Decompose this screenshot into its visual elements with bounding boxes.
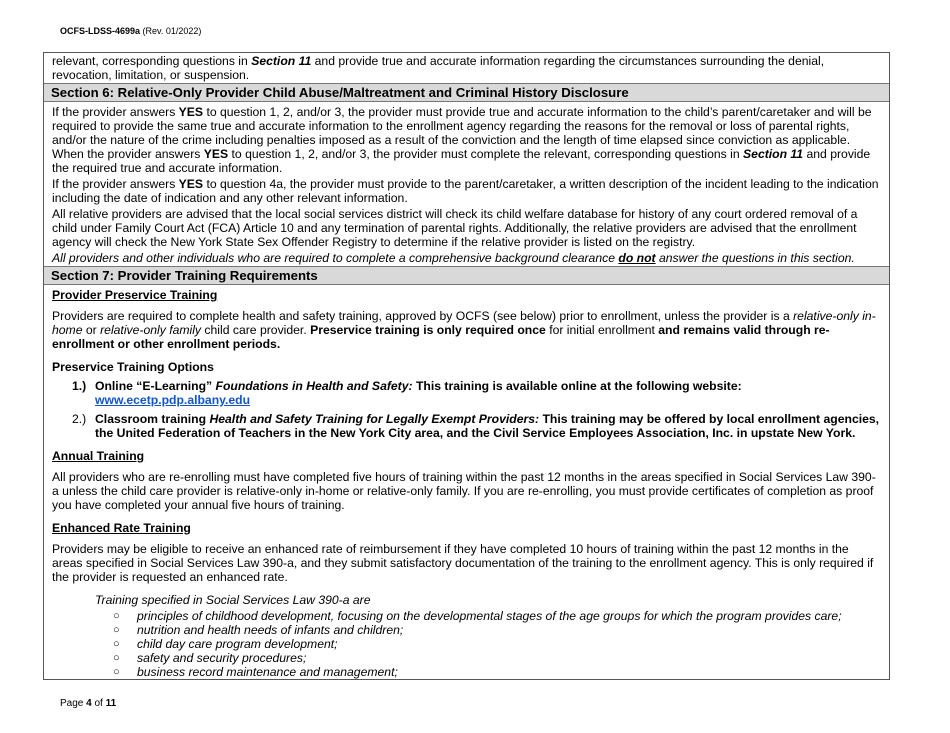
pre-bold2: and remains valid through re-enrollment or other enrollment periods. (52, 323, 830, 351)
page-total: 11 (105, 698, 117, 709)
preservice-options-list (44, 379, 889, 440)
s6p1-yes-2: YES (203, 147, 229, 161)
enhanced-rate-training-title: Enhanced Rate Training (52, 521, 191, 535)
pre-bold1: Preservice training is only required once (310, 323, 546, 337)
option-1-course: Foundations in Health and Safety: (215, 379, 413, 393)
s6p2-a: If the provider answers (52, 177, 179, 191)
list-item (44, 609, 889, 623)
list-item-text: child day care program development; (137, 637, 338, 651)
section-6-paragraph-3: All relative providers are advised that the local social services district will check its child welfare database for history of any court ordered removal of a child under Family Court Act (FCA) Article 10 and any termination of parental rights. Additionally, the relative providers are advised that the enrollment agency will check the New York State Sex Offender Registry to determine if the relative provider is listed on the registry. (52, 207, 858, 249)
preservice-options-title: Preservice Training Options (52, 360, 214, 374)
section-6-heading: Section 6: Relative-Only Provider Child Abuse/Maltreatment and Criminal History Disclosure (44, 83, 889, 102)
preservice-training-title: Provider Preservice Training (52, 288, 218, 302)
option-classroom (44, 412, 889, 440)
training-areas-intro: Training specified in Social Services Law 390-a are (95, 593, 371, 607)
bullet-icon: ○ (113, 624, 120, 636)
option-1-a: Online “E-Learning” (95, 379, 216, 393)
s6p1-a: If the provider answers (52, 105, 179, 119)
continued-text-a: relevant, corresponding questions in (52, 54, 252, 68)
list-item (44, 665, 889, 679)
list-item-text: safety and security procedures; (137, 651, 307, 665)
option-1-b: This training is available online at the following website: (412, 379, 742, 393)
s6p4-c: answer the questions in this section. (655, 251, 855, 265)
form-code: OCFS-LDSS-4699a (60, 26, 141, 36)
option-2-a: Classroom training (95, 412, 210, 426)
annual-training-title: Annual Training (52, 449, 145, 463)
continued-text (44, 53, 889, 82)
bullet-icon: ○ (113, 610, 120, 622)
s6p2-yes: YES (178, 177, 204, 191)
option-2-course: Health and Safety Training for Legally Exempt Providers: (209, 412, 540, 426)
s6p1-d: and provide the required true and accurate information. (52, 147, 871, 175)
pre-b: or (82, 323, 101, 337)
list-item (44, 651, 889, 665)
option-online (44, 379, 889, 407)
s6p4-a: All providers and other individuals who are required to complete a comprehensive background clearance (52, 251, 619, 265)
annual-training-paragraph: All providers who are re-enrolling must have completed five hours of training within the past 12 months in the areas specified in Social Services Law 390-a unless the child care provider is relative-only in-home or relative-only family. If you are re-enrolling, you must provide certificates of completion as proof you have completed your annual five hours of training. (52, 470, 876, 512)
list-item-text: business record maintenance and management; (137, 665, 398, 679)
section-6-paragraph-2 (44, 177, 889, 205)
page-of: of (91, 698, 106, 709)
continued-text-b: and provide true and accurate information regarding the circumstances surrounding the denial, revocation, limitation, or suspension. (52, 54, 825, 82)
ecetp-link[interactable]: www.ecetp.pdp.albany.edu (95, 393, 251, 407)
option-1-num: 1.) (72, 379, 87, 393)
pre-a: Providers are required to complete health and safety training, approved by OCFS (see below) prior to enrollment, unless the provider is a (52, 309, 794, 323)
bullet-icon: ○ (113, 652, 120, 664)
list-item-text: principles of childhood development, focusing on the developmental stages of the age groups for which the program provides care; (137, 609, 842, 623)
section-6-paragraph-1 (44, 105, 889, 175)
pre-d: for initial enrollment (545, 323, 659, 337)
document-frame (43, 52, 890, 680)
option-2-b: This training may be offered by local enrollment agencies, the United Federation of Teachers in the New York City area, and the Civil Service Employees Association, Inc. in upstate New York. (95, 412, 880, 440)
s6p4-do-not: do not (618, 251, 656, 265)
s6p1-b: to question 1, 2, and/or 3, the provider must provide true and accurate information to the child’s parent/caretaker and will be required to provide the same true and accurate information to the enrollment agency regarding the reasons for the removal or loss of parental rights, and/or the nature of the crime including penalties imposed as a result of the conviction and the length of time elapsed since conviction as applicable. When the provider answers (52, 105, 872, 161)
bullet-icon: ○ (113, 666, 120, 678)
option-2-num: 2.) (72, 412, 87, 426)
s6p1-c: to question 1, 2, and/or 3, the provider must complete the relevant, corresponding questions in (228, 147, 744, 161)
s6p1-section-11-ref: Section 11 (743, 147, 804, 161)
page-number: 4 (86, 698, 92, 709)
training-areas-list (44, 609, 889, 679)
list-item-text: nutrition and health needs of infants and children; (137, 623, 404, 637)
list-item (44, 637, 889, 651)
bullet-icon: ○ (113, 638, 120, 650)
section-11-ref: Section 11 (251, 54, 312, 68)
s6p1-yes-1: YES (178, 105, 204, 119)
section-7-heading: Section 7: Provider Training Requirements (44, 266, 889, 285)
page-label: Page (60, 698, 87, 709)
page-footer (60, 697, 116, 711)
s6p2-b: to question 4a, the provider must provide to the parent/caretaker, a written description of the incident leading to the indication including the date of indication and any other relevant information. (52, 177, 879, 205)
list-item (44, 623, 889, 637)
form-header (60, 24, 201, 38)
form-revision: (Rev. 01/2022) (142, 26, 202, 36)
preservice-paragraph (44, 309, 889, 351)
pre-i1: relative-only in-home (52, 309, 876, 337)
pre-c: child care provider. (201, 323, 311, 337)
pre-i2: relative-only family (100, 323, 202, 337)
section-6-paragraph-4 (44, 251, 889, 265)
enhanced-rate-paragraph: Providers may be eligible to receive an enhanced rate of reimbursement if they have completed 10 hours of training within the past 12 months in the areas specified in Social Services Law 390-a, and they submit satisfactory documentation of the training to the enrollment agency. This is only required if the provider is requested an enhanced rate. (52, 542, 874, 584)
